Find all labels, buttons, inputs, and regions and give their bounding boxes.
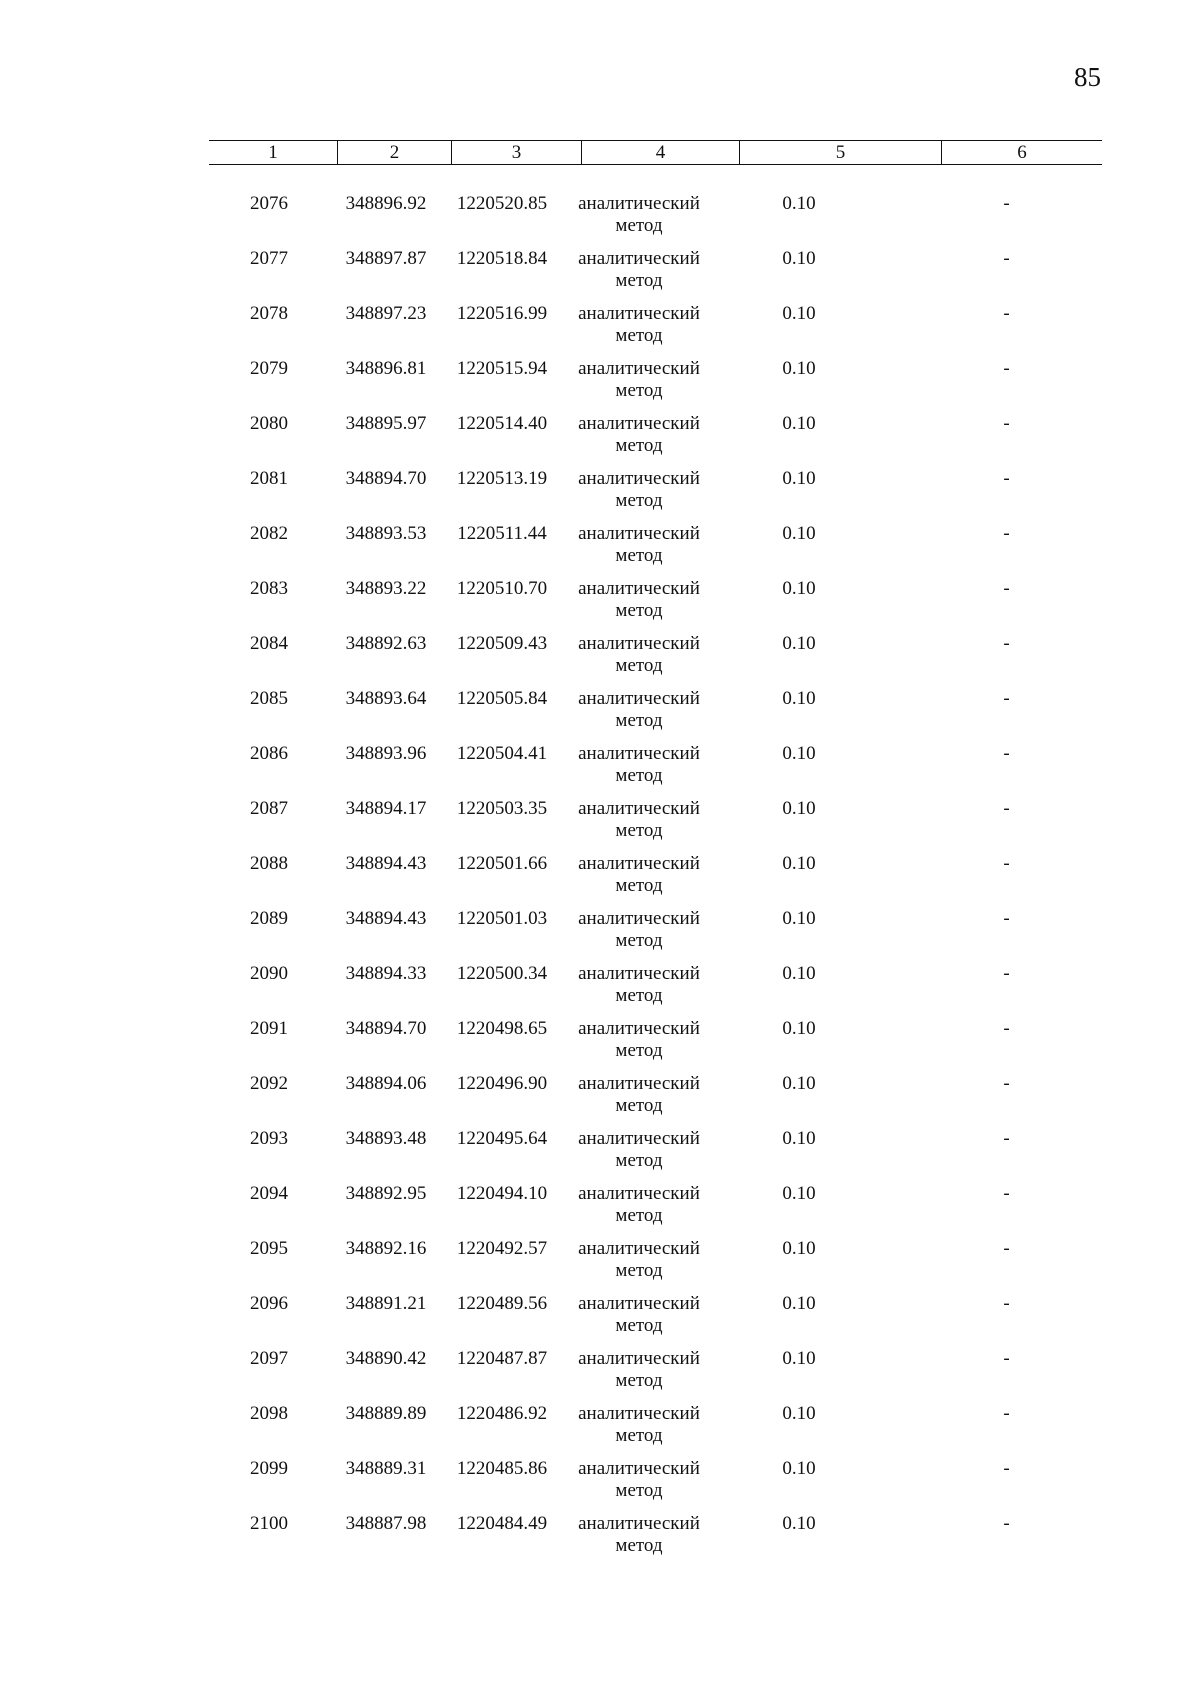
table-row [209, 1128, 1102, 1183]
method-line-2: метод [615, 490, 663, 511]
method-line-1: аналитический [578, 1183, 700, 1204]
method-line-1: аналитический [578, 633, 700, 654]
y-coordinate: 1220484.49 [456, 1513, 548, 1534]
table-row [209, 1458, 1102, 1513]
note: - [1003, 1348, 1010, 1369]
y-coordinate: 1220498.65 [456, 1018, 548, 1039]
method [570, 578, 708, 622]
x-coordinate: 348894.70 [345, 1018, 427, 1039]
y-coordinate: 1220514.40 [456, 413, 548, 434]
note: - [1003, 688, 1010, 709]
point-id: 2094 [250, 1183, 288, 1204]
accuracy: 0.10 [782, 578, 816, 599]
table-row [209, 1513, 1102, 1568]
note: - [1003, 1458, 1010, 1479]
method-line-1: аналитический [578, 1128, 700, 1149]
accuracy: 0.10 [782, 908, 816, 929]
method-line-1: аналитический [578, 303, 700, 324]
method-line-1: аналитический [578, 523, 700, 544]
method-line-1: аналитический [578, 468, 700, 489]
point-id: 2090 [250, 963, 288, 984]
note: - [1003, 633, 1010, 654]
header-col-2: 2 [337, 141, 451, 164]
y-coordinate: 1220485.86 [456, 1458, 548, 1479]
point-id: 2099 [250, 1458, 288, 1479]
method [570, 1128, 708, 1172]
accuracy: 0.10 [782, 1183, 816, 1204]
accuracy: 0.10 [782, 193, 816, 214]
accuracy: 0.10 [782, 1403, 816, 1424]
table-row [209, 908, 1102, 963]
y-coordinate: 1220486.92 [456, 1403, 548, 1424]
method-line-1: аналитический [578, 908, 700, 929]
method-line-2: метод [615, 1425, 663, 1446]
table-row [209, 413, 1102, 468]
method [570, 193, 708, 237]
note: - [1003, 1183, 1010, 1204]
note: - [1003, 1128, 1010, 1149]
x-coordinate: 348892.16 [345, 1238, 427, 1259]
accuracy: 0.10 [782, 358, 816, 379]
method-line-1: аналитический [578, 1458, 700, 1479]
note: - [1003, 1403, 1010, 1424]
header-col-6: 6 [941, 141, 1102, 164]
table-row [209, 963, 1102, 1018]
table-header-row [209, 140, 1102, 165]
note: - [1003, 1018, 1010, 1039]
accuracy: 0.10 [782, 1458, 816, 1479]
method [570, 633, 708, 677]
note: - [1003, 303, 1010, 324]
header-col-5: 5 [739, 141, 941, 164]
table-row [209, 633, 1102, 688]
x-coordinate: 348893.22 [345, 578, 427, 599]
accuracy: 0.10 [782, 798, 816, 819]
x-coordinate: 348896.92 [345, 193, 427, 214]
point-id: 2089 [250, 908, 288, 929]
y-coordinate: 1220495.64 [456, 1128, 548, 1149]
accuracy: 0.10 [782, 688, 816, 709]
method-line-2: метод [615, 1260, 663, 1281]
y-coordinate: 1220513.19 [456, 468, 548, 489]
method-line-2: метод [615, 765, 663, 786]
method-line-2: метод [615, 1370, 663, 1391]
table-row [209, 853, 1102, 908]
method-line-2: метод [615, 1205, 663, 1226]
table-row [209, 1403, 1102, 1458]
note: - [1003, 1073, 1010, 1094]
method [570, 1018, 708, 1062]
x-coordinate: 348895.97 [345, 413, 427, 434]
point-id: 2092 [250, 1073, 288, 1094]
method [570, 523, 708, 567]
x-coordinate: 348894.33 [345, 963, 427, 984]
method-line-2: метод [615, 270, 663, 291]
method [570, 853, 708, 897]
header-col-1: 1 [268, 142, 278, 163]
accuracy: 0.10 [782, 303, 816, 324]
x-coordinate: 348893.48 [345, 1128, 427, 1149]
table-row [209, 1073, 1102, 1128]
note: - [1003, 908, 1010, 929]
point-id: 2100 [250, 1513, 288, 1534]
method [570, 1183, 708, 1227]
x-coordinate: 348896.81 [345, 358, 427, 379]
x-coordinate: 348893.96 [345, 743, 427, 764]
table-row [209, 798, 1102, 853]
method [570, 358, 708, 402]
x-coordinate: 348894.43 [345, 853, 427, 874]
method [570, 743, 708, 787]
method-line-1: аналитический [578, 1018, 700, 1039]
accuracy: 0.10 [782, 963, 816, 984]
method [570, 303, 708, 347]
table-row [209, 303, 1102, 358]
table-row [209, 1293, 1102, 1348]
x-coordinate: 348893.64 [345, 688, 427, 709]
x-coordinate: 348894.17 [345, 798, 427, 819]
note: - [1003, 193, 1010, 214]
point-id: 2087 [250, 798, 288, 819]
table-row [209, 743, 1102, 798]
method [570, 688, 708, 732]
point-id: 2078 [250, 303, 288, 324]
method-line-1: аналитический [578, 743, 700, 764]
note: - [1003, 743, 1010, 764]
accuracy: 0.10 [782, 248, 816, 269]
method [570, 1458, 708, 1502]
method-line-2: метод [615, 710, 663, 731]
method-line-2: метод [615, 930, 663, 951]
y-coordinate: 1220494.10 [456, 1183, 548, 1204]
y-coordinate: 1220509.43 [456, 633, 548, 654]
method [570, 1293, 708, 1337]
x-coordinate: 348897.23 [345, 303, 427, 324]
x-coordinate: 348894.70 [345, 468, 427, 489]
method-line-1: аналитический [578, 1513, 700, 1534]
note: - [1003, 1513, 1010, 1534]
point-id: 2096 [250, 1293, 288, 1314]
method [570, 468, 708, 512]
x-coordinate: 348891.21 [345, 1293, 427, 1314]
method-line-2: метод [615, 435, 663, 456]
method-line-2: метод [615, 875, 663, 896]
method-line-2: метод [615, 985, 663, 1006]
point-id: 2083 [250, 578, 288, 599]
method [570, 1348, 708, 1392]
y-coordinate: 1220510.70 [456, 578, 548, 599]
method-line-2: метод [615, 655, 663, 676]
method-line-1: аналитический [578, 1238, 700, 1259]
table-row [209, 1018, 1102, 1073]
method-line-1: аналитический [578, 1348, 700, 1369]
note: - [1003, 248, 1010, 269]
accuracy: 0.10 [782, 1293, 816, 1314]
y-coordinate: 1220489.56 [456, 1293, 548, 1314]
x-coordinate: 348894.43 [345, 908, 427, 929]
method-line-1: аналитический [578, 688, 700, 709]
point-id: 2077 [250, 248, 288, 269]
x-coordinate: 348889.89 [345, 1403, 427, 1424]
note: - [1003, 963, 1010, 984]
x-coordinate: 348890.42 [345, 1348, 427, 1369]
method-line-2: метод [615, 545, 663, 566]
note: - [1003, 1238, 1010, 1259]
y-coordinate: 1220501.66 [456, 853, 548, 874]
method [570, 908, 708, 952]
y-coordinate: 1220500.34 [456, 963, 548, 984]
accuracy: 0.10 [782, 413, 816, 434]
coordinates-table [209, 140, 1102, 1556]
header-col-4: 4 [581, 141, 739, 164]
method-line-2: метод [615, 600, 663, 621]
table-body [209, 193, 1102, 1568]
point-id: 2081 [250, 468, 288, 489]
method-line-1: аналитический [578, 358, 700, 379]
table-row [209, 193, 1102, 248]
x-coordinate: 348893.53 [345, 523, 427, 544]
point-id: 2082 [250, 523, 288, 544]
method-line-1: аналитический [578, 248, 700, 269]
y-coordinate: 1220496.90 [456, 1073, 548, 1094]
method-line-1: аналитический [578, 963, 700, 984]
table-row [209, 1183, 1102, 1238]
method-line-2: метод [615, 820, 663, 841]
accuracy: 0.10 [782, 1348, 816, 1369]
y-coordinate: 1220487.87 [456, 1348, 548, 1369]
point-id: 2079 [250, 358, 288, 379]
note: - [1003, 1293, 1010, 1314]
note: - [1003, 523, 1010, 544]
accuracy: 0.10 [782, 1018, 816, 1039]
method-line-1: аналитический [578, 413, 700, 434]
point-id: 2085 [250, 688, 288, 709]
y-coordinate: 1220511.44 [457, 523, 547, 544]
method-line-1: аналитический [578, 1073, 700, 1094]
y-coordinate: 1220501.03 [456, 908, 548, 929]
y-coordinate: 1220504.41 [456, 743, 548, 764]
point-id: 2091 [250, 1018, 288, 1039]
point-id: 2086 [250, 743, 288, 764]
point-id: 2088 [250, 853, 288, 874]
y-coordinate: 1220492.57 [456, 1238, 548, 1259]
x-coordinate: 348887.98 [345, 1513, 427, 1534]
note: - [1003, 413, 1010, 434]
method [570, 1238, 708, 1282]
method-line-2: метод [615, 1095, 663, 1116]
table-row [209, 523, 1102, 578]
y-coordinate: 1220503.35 [456, 798, 548, 819]
table-row [209, 468, 1102, 523]
x-coordinate: 348892.63 [345, 633, 427, 654]
method-line-1: аналитический [578, 193, 700, 214]
method-line-1: аналитический [578, 1403, 700, 1424]
note: - [1003, 578, 1010, 599]
method [570, 798, 708, 842]
table-row [209, 248, 1102, 303]
table-row [209, 1348, 1102, 1403]
method-line-2: метод [615, 1040, 663, 1061]
page-number: 85 [1074, 62, 1101, 92]
header-col-3: 3 [451, 141, 581, 164]
y-coordinate: 1220520.85 [456, 193, 548, 214]
method-line-2: метод [615, 1535, 663, 1556]
method-line-2: метод [615, 325, 663, 346]
table-row [209, 1238, 1102, 1293]
accuracy: 0.10 [782, 853, 816, 874]
x-coordinate: 348892.95 [345, 1183, 427, 1204]
accuracy: 0.10 [782, 1513, 816, 1534]
accuracy: 0.10 [782, 468, 816, 489]
accuracy: 0.10 [782, 633, 816, 654]
method-line-1: аналитический [578, 1293, 700, 1314]
table-row [209, 358, 1102, 413]
y-coordinate: 1220505.84 [456, 688, 548, 709]
method-line-1: аналитический [578, 578, 700, 599]
point-id: 2080 [250, 413, 288, 434]
method-line-2: метод [615, 380, 663, 401]
accuracy: 0.10 [782, 523, 816, 544]
method-line-2: метод [615, 1480, 663, 1501]
note: - [1003, 358, 1010, 379]
accuracy: 0.10 [782, 1128, 816, 1149]
method [570, 248, 708, 292]
method [570, 413, 708, 457]
method-line-1: аналитический [578, 853, 700, 874]
note: - [1003, 468, 1010, 489]
accuracy: 0.10 [782, 1238, 816, 1259]
accuracy: 0.10 [782, 743, 816, 764]
y-coordinate: 1220515.94 [456, 358, 548, 379]
method-line-2: метод [615, 1150, 663, 1171]
note: - [1003, 798, 1010, 819]
y-coordinate: 1220518.84 [456, 248, 548, 269]
x-coordinate: 348889.31 [345, 1458, 427, 1479]
point-id: 2095 [250, 1238, 288, 1259]
y-coordinate: 1220516.99 [456, 303, 548, 324]
method-line-2: метод [615, 1315, 663, 1336]
method [570, 963, 708, 1007]
method [570, 1513, 708, 1557]
point-id: 2093 [250, 1128, 288, 1149]
point-id: 2084 [250, 633, 288, 654]
method-line-2: метод [615, 215, 663, 236]
note: - [1003, 853, 1010, 874]
x-coordinate: 348897.87 [345, 248, 427, 269]
accuracy: 0.10 [782, 1073, 816, 1094]
x-coordinate: 348894.06 [345, 1073, 427, 1094]
point-id: 2097 [250, 1348, 288, 1369]
method [570, 1403, 708, 1447]
method [570, 1073, 708, 1117]
point-id: 2076 [250, 193, 288, 214]
point-id: 2098 [250, 1403, 288, 1424]
table-row [209, 688, 1102, 743]
table-row [209, 578, 1102, 633]
method-line-1: аналитический [578, 798, 700, 819]
